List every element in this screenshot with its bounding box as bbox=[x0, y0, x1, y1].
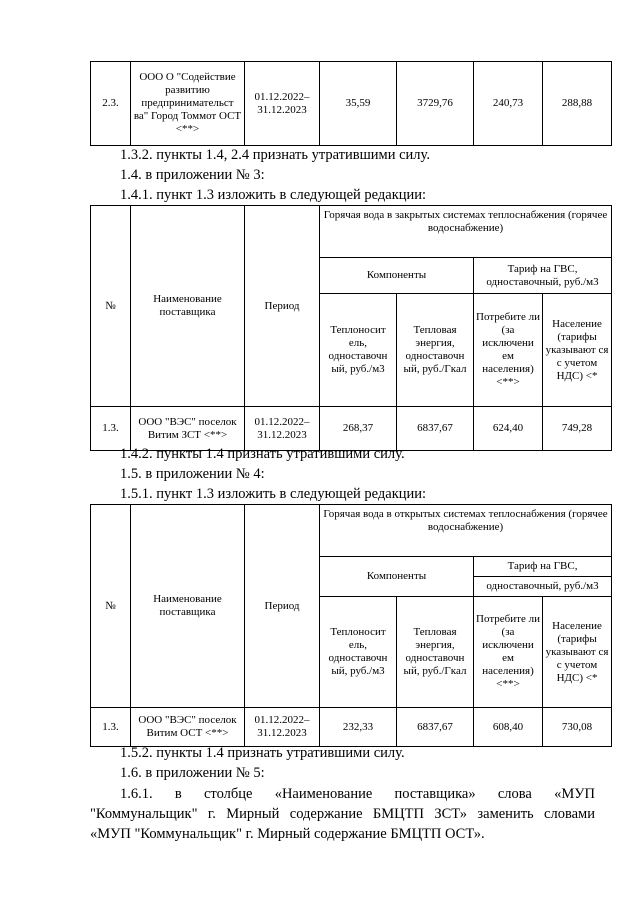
paragraph-line: "Коммунальщик" г. Мирный содержание БМЦТП ЗСТ» заменить словами bbox=[90, 806, 595, 822]
paragraph-1-4-2: 1.4.2. пункты 1.4 признать утратившими силу. bbox=[120, 446, 405, 462]
closed-systems-tariff-table bbox=[90, 205, 612, 451]
value-cell: 35,59 bbox=[320, 62, 397, 146]
value-cell: 6837,67 bbox=[397, 407, 474, 451]
value-cell: 232,33 bbox=[320, 708, 397, 747]
value-cell: 268,37 bbox=[320, 407, 397, 451]
header-consumers: Потребите ли (за исключени ем населения) <**> bbox=[474, 294, 543, 407]
paragraph-line: 1.6.1. в столбце «Наименование поставщика» слова «МУП bbox=[120, 786, 595, 802]
value-cell: 608,40 bbox=[474, 708, 543, 747]
open-systems-tariff-table bbox=[90, 504, 612, 747]
paragraph-1-4-1: 1.4.1. пункт 1.3 изложить в следующей редакции: bbox=[120, 187, 427, 203]
period: 01.12.2022– 31.12.2023 bbox=[245, 708, 320, 747]
header-population: Население (тарифы указывают ся с учетом НДС) <* bbox=[543, 294, 612, 407]
table-row bbox=[91, 407, 612, 451]
period: 01.12.2022– 31.12.2023 bbox=[245, 62, 320, 146]
value-cell: 730,08 bbox=[543, 708, 612, 747]
paragraph-1-5-2: 1.5.2. пункты 1.4 признать утратившими силу. bbox=[120, 745, 405, 761]
row-number: 2.3. bbox=[91, 62, 131, 146]
value-cell: 288,88 bbox=[543, 62, 612, 146]
value-cell: 3729,76 bbox=[397, 62, 474, 146]
header-tariff-line-2: одноставочный, руб./м3 bbox=[486, 580, 599, 592]
supplier-name: ООО "ВЭС" поселок Витим ЗСТ <**> bbox=[131, 407, 245, 451]
header-tariff: Тариф на ГВС, одноставочный, руб./м3 bbox=[474, 258, 612, 294]
header-hot-water-open: Горячая вода в открытых системах теплоснабжения (горячее водоснабжение) bbox=[320, 505, 612, 557]
paragraph-1-4: 1.4. в приложении № 3: bbox=[120, 167, 265, 183]
header-tariff-line-1: Тариф на ГВС, bbox=[507, 560, 578, 572]
value-cell: 240,73 bbox=[474, 62, 543, 146]
value-cell: 624,40 bbox=[474, 407, 543, 451]
header-period: Период bbox=[245, 206, 320, 407]
table-row bbox=[91, 62, 612, 146]
header-hot-water-closed: Горячая вода в закрытых системах теплоснабжения (горячее водоснабжение) bbox=[320, 206, 612, 258]
header-heat-carrier: Теплоносит ель, одноставочн ый, руб./м3 bbox=[320, 294, 397, 407]
supplier-name: ООО О "Содействие развитию предпринимательст ва" Город Томмот ОСТ <**> bbox=[131, 62, 245, 146]
paragraph-1-6-1 bbox=[90, 784, 595, 844]
header-tariff bbox=[474, 557, 612, 597]
value-cell: 749,28 bbox=[543, 407, 612, 451]
value-cell: 6837,67 bbox=[397, 708, 474, 747]
paragraph-1-6: 1.6. в приложении № 5: bbox=[120, 765, 265, 781]
header-number: № bbox=[91, 505, 131, 708]
header-supplier: Наименование поставщика bbox=[131, 206, 245, 407]
header-components: Компоненты bbox=[320, 557, 474, 597]
paragraph-line: «МУП "Коммунальщик" г. Мирный содержание БМЦТП ОСТ». bbox=[90, 826, 485, 842]
paragraph-1-5: 1.5. в приложении № 4: bbox=[120, 466, 265, 482]
supplier-name: ООО "ВЭС" поселок Витим ОСТ <**> bbox=[131, 708, 245, 747]
period: 01.12.2022– 31.12.2023 bbox=[245, 407, 320, 451]
paragraph-1-3-2: 1.3.2. пункты 1.4, 2.4 признать утратившими силу. bbox=[120, 147, 430, 163]
row-number: 1.3. bbox=[91, 708, 131, 747]
paragraph-1-5-1: 1.5.1. пункт 1.3 изложить в следующей редакции: bbox=[120, 486, 427, 502]
table-row bbox=[91, 708, 612, 747]
header-components: Компоненты bbox=[320, 258, 474, 294]
header-heat-carrier: Теплоносит ель, одноставочн ый, руб./м3 bbox=[320, 597, 397, 708]
header-heat-energy: Тепловая энергия, одноставочн ый, руб./Гкал bbox=[397, 294, 474, 407]
header-supplier: Наименование поставщика bbox=[131, 505, 245, 708]
header-period: Период bbox=[245, 505, 320, 708]
header-number: № bbox=[91, 206, 131, 407]
row-number: 1.3. bbox=[91, 407, 131, 451]
header-heat-energy: Тепловая энергия, одноставочн ый, руб./Гкал bbox=[397, 597, 474, 708]
tariff-table-fragment bbox=[90, 61, 612, 146]
header-population: Население (тарифы указывают ся с учетом НДС) <* bbox=[543, 597, 612, 708]
header-consumers: Потребите ли (за исключени ем населения) <**> bbox=[474, 597, 543, 708]
